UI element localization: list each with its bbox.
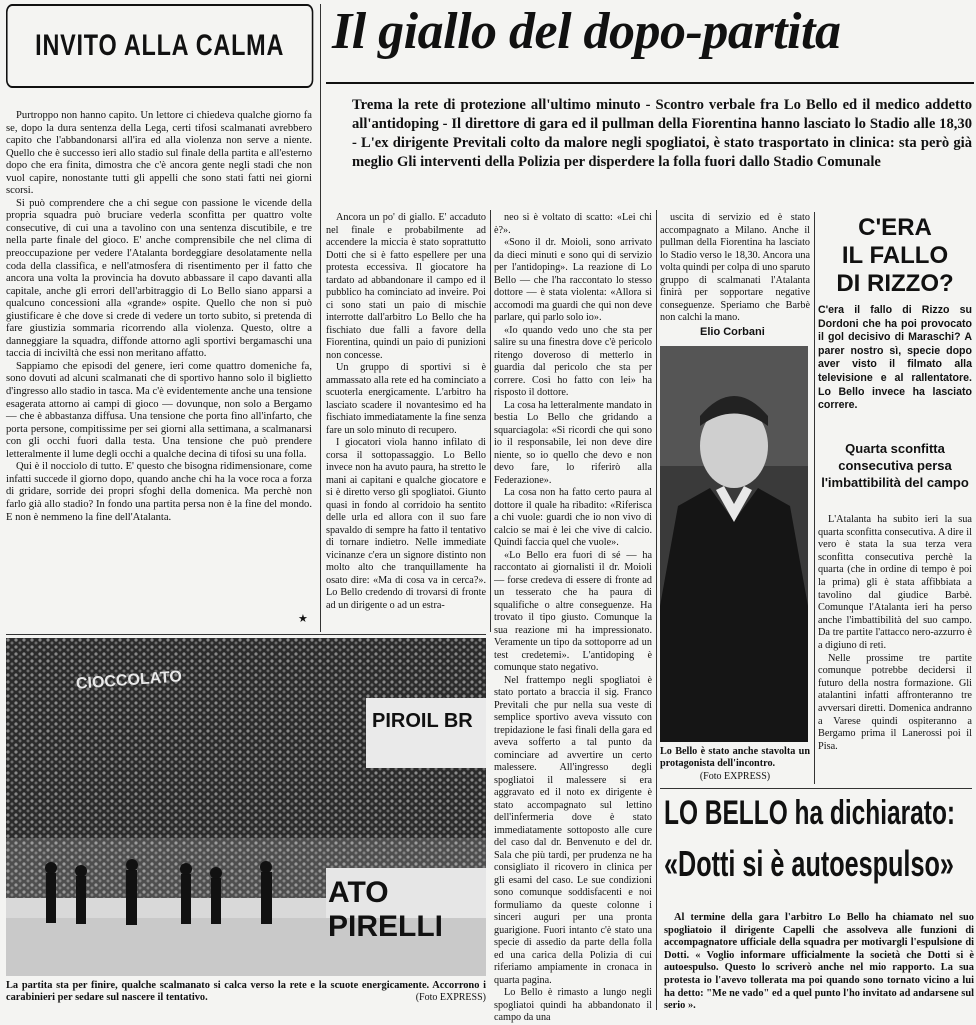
article-column-2: [494, 212, 652, 1025]
column-divider: [490, 210, 491, 632]
sidebar-subhead: Quarta sconfitta consecutiva persa l'imbattibilità del campo: [821, 441, 969, 490]
column-divider: [814, 212, 815, 784]
portrait-image-icon: [660, 346, 808, 742]
stadium-credit: (Foto EXPRESS): [415, 992, 486, 1004]
article-paragraph: La cosa non ha fatto certo paura al dottore il quale ha ribadito: «Riferisca a chi vuole: guardi che io non vivo di calcio se mai è lei che vive di calcio. Quindi faccia quel che vuole».: [494, 487, 652, 548]
editorial-paragraph: Purtroppo non hanno capito. Un lettore ci chiedeva qualche giorno fa se, dopo la dura sentenza della Lega, certi tifosi scalmanati avrebbero capito che l'abbandonarsi all'ira ed alla violenza non serve a niente. Quello che è successo ieri allo stadio sul finale della partita e all'esterno dopo che era finita, dimostra che c'è ancora gente negli stadi che non vuol capire, nonostante tutti gli appelli che sono stati fatti nei giorni scorsi.: [6, 110, 312, 197]
portrait-caption-text: Lo Bello è stato anche stavolta un protagonista dell'incontro.: [660, 746, 810, 770]
article-paragraph: «Lo Bello era fuori di sé — ha raccontato ai giornalisti il dr. Moioli — forse credeva di essere di fronte ad un tesserato che ha paura di squalifiche o altre conseguenze. Ha trovato il tipo giusto. Comunque la sua reazione mi ha impressionato. Veramente un tipo da sottoporre ad un test credetemi». L'antidoping è comunque stato negativo.: [494, 549, 652, 673]
stadium-caption-text: La partita sta per finire, qualche scalmanato si calca verso la rete e la scuote energicamente. Accorrono i carabinieri per sedare sul nascere il tentativo.: [6, 980, 486, 1004]
editorial-paragraph: Si può comprendere che a chi segue con passione le vicende della propria squadra può bruciare vederla sconfitta per quattro volte consecutive, di cui una a tavolino con una sentenza discutibile, e tre nella parte finale del gioco. E' anche comprensibile che nel clima di preoccupazione per vedere l'Atalanta bordeggiare desolatamente nella coda della classifica, e nell'atmosfera di risentimento per il fatto che ancora una volta la provincia ha dovuto abbassare il capo davanti alla capitale, anche gli errori dell'arbitraggio di Lo Bello siano apparsi a qualcuno concessioni alla «grande» ospite. Quello che non si può giustificare è che dove si crede di vedere un torto subito, si pretenda di fare giustizia sommaria ricorrendo alla violenza. Questo, oltre a danneggiare la squadra, diffonde attorno agli sportivi bergamaschi una taccia di inciviltà che essi non meritano affatto.: [6, 197, 312, 360]
article-paragraph: Lo Bello è rimasto a lungo negli spogliatoi quindi ha abbandonato il campo da una: [494, 987, 652, 1023]
sidebar-title-line: IL FALLO: [841, 242, 949, 269]
main-headline: Il giallo del dopo-partita: [332, 3, 841, 60]
sidebar-intro: C'era il fallo di Rizzo su Dordoni che ha poi provocato il gol decisivo di Maraschi? A parer nostro sì, specie dopo aver visto il filmato alla televisione e al rallentatore. Lo Bello invece ha lasciato correre.: [818, 304, 972, 412]
column-divider: [320, 4, 321, 632]
sidebar-title: [818, 214, 972, 298]
headline-rule: [326, 82, 974, 84]
article-paragraph: Un gruppo di sportivi si è ammassato alla rete ed ha cominciato a scuoterla energicamente. L'arbitro ha lasciato scadere il novantesimo ed ha fischiato immediatamente la fine senza fare un solo minuto di recupero.: [326, 362, 486, 436]
article-paragraph: I giocatori viola hanno infilato di corsa il sottopassaggio. Lo Bello invece non ha avuto paura, ha stretto le mani ai capitani e qualche giocatore e si è diretto verso gli spogliatoi. Giunto quasi in fondo al corridoio ha sentito delle urla ed allora con il suo fare spavaldo di sempre ha fatto il tentativo di tornare indietro. Nelle immediate vicinanze c'era un signore distinto non molto alto che tranquillamente ha osato dire: «Ma di cosa va in cerca?». Lo Bello credendo di trovarsi di fronte ad un dirigente o ad un estra-: [326, 437, 486, 611]
sidebar-paragraph: Nelle prossime tre partite comunque potrebbe decidersi il futuro della nostra formazione. Gli atalantini infatti affronteranno tre avversari diretti. Domenica andranno a Varese quindi ospiteranno a Bergamo prima il Lanerossi poi il Pisa.: [818, 652, 972, 752]
byline: Elio Corbani: [700, 326, 765, 338]
stadium-photo: [6, 638, 486, 976]
sign-pirelli: ATO PIRELLI: [328, 876, 444, 943]
column-divider: [656, 210, 657, 1010]
portrait-photo: [660, 346, 808, 742]
lobello-headline: LO BELLO ha dichiarato:: [664, 794, 956, 832]
editorial-paragraph: Qui è il nocciolo di tutto. E' questo che bisogna ridimensionare, come infatti succede il giorno dopo, quando anche chi ha la voce roca a forza di gridare, sorride dei propri sfoghi della domenica. Ma perchè non farlo già allo stadio? In fondo una partita persa non è la fine del mondo. E non è nemmeno la fine dell'Atalanta.: [6, 461, 312, 523]
lobello-quote-headline: «Dotti si è autoespulso»: [664, 843, 954, 884]
article-paragraph: «Sono il dr. Moioli, sono arrivato da dieci minuti e sono qui di servizio per l'antidoping». La reazione di Lo Bello — che l'ha raccontato lo stesso dottore — è stata violenta: «Allora si accomodi ma guardi che qui non deve parlare, qui parlo solo io».: [494, 237, 652, 323]
sign-cioccolato: CIOCCOLATO: [75, 668, 183, 693]
portrait-caption: [660, 746, 810, 783]
editorial-column: [6, 110, 312, 524]
left-title: INVITO ALLA CALMA: [6, 4, 313, 88]
headline-deck: Trema la rete di protezione all'ultimo minuto - Scontro verbale fra Lo Bello ed il medico addetto all'antidoping - Il direttore di gara ed il pullman della Fiorentina hanno lasciato lo Stadio alle 18,30 - L'ex dirigente Previtali colto da malore negli spogliatoi, è stato trasportato in clinica: sta però già meglio Gli interventi della Polizia per disperdere la folla fuori dallo Stadio Comunale: [352, 97, 972, 170]
sidebar-title-line: C'ERA: [858, 214, 932, 241]
sidebar-title-line: DI RIZZO?: [836, 270, 954, 297]
article-paragraph: «Io quando vedo uno che sta per salire su una finestra dove c'è pericolo ritengo doveroso di metterlo in guardia dal pericolo che sta per correre. Così ho fatto con lei» ha risposto il dottore.: [494, 324, 652, 398]
portrait-credit: (Foto EXPRESS): [699, 770, 771, 782]
article-column-1: [326, 212, 486, 612]
lobello-body: Al termine della gara l'arbitro Lo Bello ha chiamato nel suo spogliatoio il dirigente Capelli che assolveva alle funzioni di accompagnatore ufficiale della squadra per motivargli l'espulsione di Dotti. « Voglio informare ufficialmente la società che Dotti si è autoespulso. Questo lo scriverò anche nel mio rapporto. La sua protesta io l'avevo tollerata ma poi quando sono tornato vicino a lui ha detto: "Me ne vado" ed a quel punto l'ho invitato ad andarsene sul serio ».: [664, 912, 974, 1012]
sign-piroil: PIROIL BR: [372, 710, 473, 732]
box-rule: [660, 788, 972, 789]
article-paragraph: Nel frattempo negli spogliatoi è stato portato a braccia il sig. Franco Previtali che pur nella sua veste di semplice sportivo aveva vissuto con trepidazione le fasi finali della gara ed aveva sofferto a tal punto da cominciare ad avvertire un certo malessere. All'ingresso degli spogliatoi il malessere si era aggravato ed il noto ex dirigente è stato accompagnato sul lettino dell'infermeria dove è stato immediatamente sottoposto alle cure del caso dal dr. Benvenuto e del dr. Sala che più tardi, per prudenza ne ha consigliato il ricovero in clinica per gli esami del caso. Le sue condizioni sono comunque soddisfacenti e noi formuliamo da queste colonne i sinceri auguri per una pronta guarigione. Fuori intanto c'è stato una specie di assedio da parte della folla ed una carica della Polizia di cui riferiamo ampiamente in cronaca in quarta pagina.: [494, 674, 652, 986]
editorial-paragraph: Sappiamo che episodi del genere, ieri come quattro domeniche fa, sono dovuti ad alcuni scalmanati che di sportivo hanno solo il biglietto d'ingresso allo stadio in tasca. Ma c'è evidentemente anche una tensione esagerata attorno ai campi di gioco — dovunque, non solo a Bergamo — che è abbastanza diffusa. Una tensione che porta fino all'infarto, che porta persone, compitissime per sei giorni alla settimana, a scalmanarsi con gli occhi fuori dalla testa. Una tensione che può prendere letteralmente il lume degli occhi a qualche decina di tifosi su una folla.: [6, 360, 312, 460]
article-column-3: [660, 212, 810, 325]
end-star: ★: [298, 613, 308, 625]
sidebar-body: [818, 514, 972, 753]
article-paragraph: uscita di servizio ed è stato accompagnato a Milano. Anche il pullman della Fiorentina ha lasciato lo Stadio verso le 18,30. Ancora una volta quindi per colpa di uno sparuto gruppo di scalmanati l'Atalanta finirà per sopportare negative conseguenze. Speriamo che Barbè non calchi la mano.: [660, 212, 810, 323]
article-paragraph: neo si è voltato di scatto: «Lei chi è?».: [494, 212, 652, 236]
stadium-caption: [6, 980, 486, 1005]
article-paragraph: Ancora un po' di giallo. E' accaduto nel finale e probabilmente ad accendere la miccia è stato soprattutto Dotti che si è fatto espellere per una protesta eccessiva. Il giocatore ha tardato ad abbandonare il campo ed il pubblico ha cominciato ad inveire. Poi ci sono stati un paio di mischie interrotte dall'arbitro Lo Bello che ha fischiato due falli a favore della Fiorentina, quindi un paio di punizioni non concesse.: [326, 212, 486, 361]
left-title-frame: [6, 4, 312, 88]
sidebar-paragraph: L'Atalanta ha subito ieri la sua quarta sconfitta consecutiva. A dire il vero è stata la sua terza vera sconfitta consecutiva perchè la quarta (che in ordine di tempo è poi la prima) gli è stata affibbiata a tavolino dal giudice Barbè. Comunque l'Atalanta ieri ha perso anche l'imbattibilità del suo campo. Da tre partite l'attacco nero-azzurro è a digiuno di reti.: [818, 514, 972, 651]
photo-rule: [6, 634, 486, 635]
article-paragraph: La cosa ha letteralmente mandato in bestia Lo Bello che gridando a squarciagola: «Si ricordi che qui sono io il responsabile, lei non deve dire niente, so io quello che devo e non devo fare, lo riferirò alla Federazione».: [494, 399, 652, 486]
